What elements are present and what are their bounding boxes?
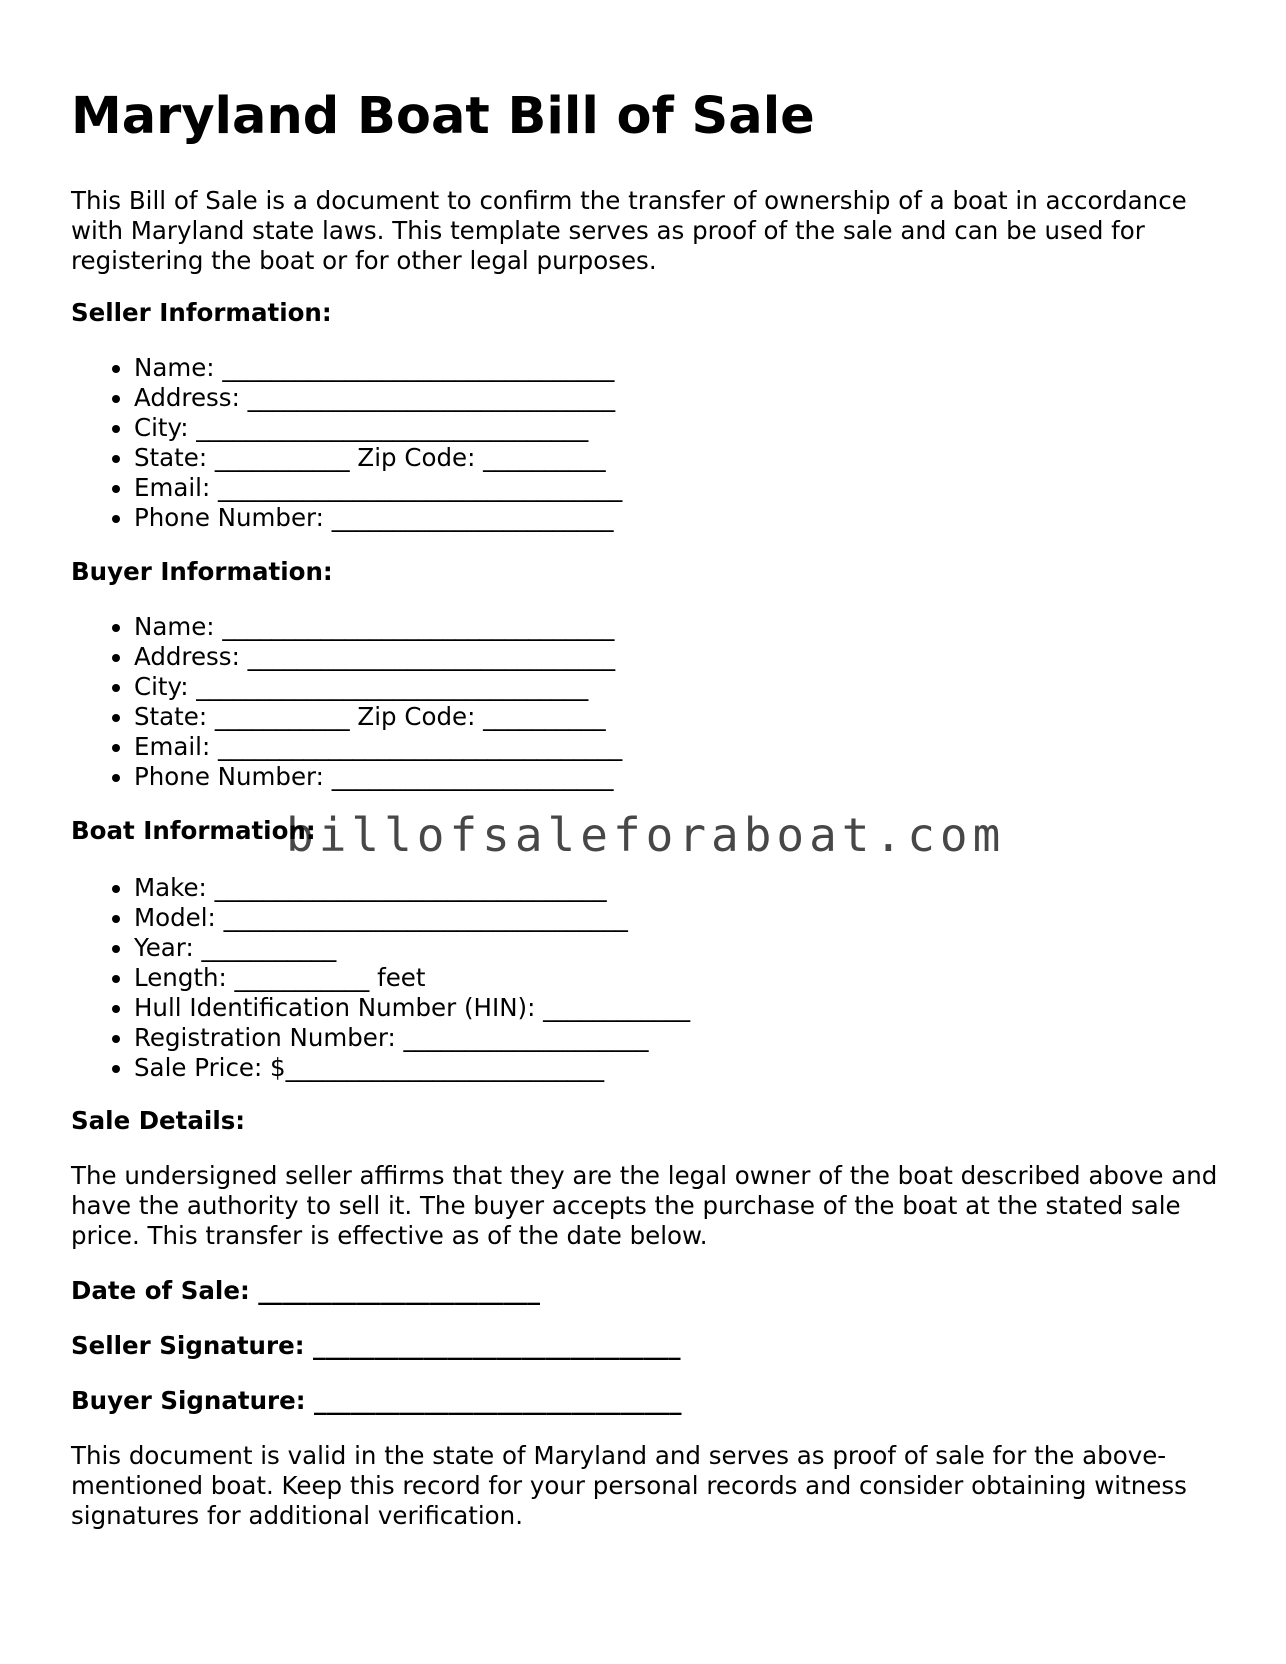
boat-length-field[interactable]: • Length: ___________ feet (134, 963, 690, 993)
boat-registration-field[interactable]: • Registration Number: ____________________ (134, 1023, 690, 1053)
buyer-signature-field[interactable]: Buyer Signature: ______________________________ (71, 1386, 682, 1415)
closing-paragraph: This document is valid in the state of Maryland and serves as proof of sale for the above-mentioned boat. Keep this record for your personal records and consider obtaining witness signatures for additional verification. (71, 1441, 1187, 1530)
seller-fields-list (71, 353, 622, 533)
buyer-email-field[interactable]: • Email: _________________________________ (134, 732, 622, 762)
buyer-fields-list (71, 612, 622, 792)
boat-year-field[interactable]: • Year: ___________ (134, 933, 690, 963)
boat-sale-price-field[interactable]: • Sale Price: $__________________________ (134, 1053, 690, 1083)
seller-email-field[interactable]: • Email: _________________________________ (134, 473, 622, 503)
boat-information-heading: Boat Information: (71, 816, 316, 845)
buyer-address-field[interactable]: • Address: ______________________________ (134, 642, 622, 672)
seller-information-heading: Seller Information: (71, 298, 332, 327)
buyer-phone-field[interactable]: • Phone Number: _______________________ (134, 762, 622, 792)
buyer-name-field[interactable]: • Name: ________________________________ (134, 612, 622, 642)
seller-state-zip-field[interactable]: • State: ___________ Zip Code: __________ (134, 443, 622, 473)
watermark-text: billofsaleforaboat.com (286, 808, 1006, 862)
intro-paragraph: This Bill of Sale is a document to confirm the transfer of ownership of a boat in accordance with Maryland state laws. This template serves as proof of the sale and can be used for registering the boat or for other legal purposes. (71, 186, 1187, 275)
seller-signature-field[interactable]: Seller Signature: ______________________________ (71, 1331, 681, 1360)
buyer-information-heading: Buyer Information: (71, 557, 333, 586)
boat-make-field[interactable]: • Make: ________________________________ (134, 873, 690, 903)
buyer-state-zip-field[interactable]: • State: ___________ Zip Code: __________ (134, 702, 622, 732)
boat-hin-field[interactable]: • Hull Identification Number (HIN): ____________ (134, 993, 690, 1023)
sale-details-paragraph: The undersigned seller affirms that they are the legal owner of the boat described above and have the authority to sell it. The buyer accepts the purchase of the boat at the stated sale price. This transfer is effective as of the date below. (71, 1161, 1218, 1250)
seller-city-field[interactable]: • City: ________________________________ (134, 413, 622, 443)
boat-model-field[interactable]: • Model: _________________________________ (134, 903, 690, 933)
sale-details-heading: Sale Details: (71, 1106, 246, 1135)
date-of-sale-field[interactable]: Date of Sale: _______________________ (71, 1276, 541, 1305)
seller-name-field[interactable]: • Name: ________________________________ (134, 353, 622, 383)
buyer-city-field[interactable]: • City: ________________________________ (134, 672, 622, 702)
seller-phone-field[interactable]: • Phone Number: _______________________ (134, 503, 622, 533)
page-title: Maryland Boat Bill of Sale (71, 87, 815, 146)
seller-address-field[interactable]: • Address: ______________________________ (134, 383, 622, 413)
boat-fields-list (71, 873, 690, 1083)
